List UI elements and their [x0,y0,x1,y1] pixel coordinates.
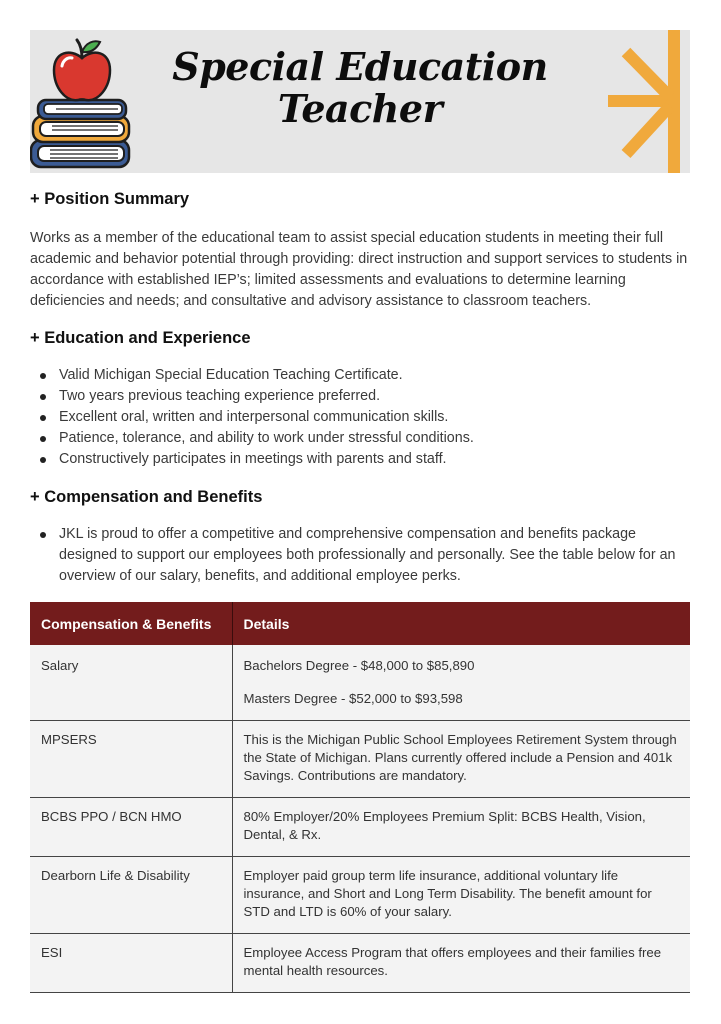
row-details: Employer paid group term life insurance, additional voluntary life insurance, and Short and Long Term Disability. The benefit amount for STD and LTD is 60% of your salary. [232,857,690,934]
row-label: MPSERS [30,721,232,798]
table-row [30,857,690,934]
education-list [38,365,474,470]
row-details: Employee Access Program that offers employees and their families free mental health resources. [232,934,690,993]
page-title [150,46,570,130]
table-row [30,934,690,993]
education-heading: + Education and Experience [30,329,251,347]
compensation-text: JKL is proud to offer a competitive and comprehensive compensation and benefits package designed to support our employees both professionally and personally. See the table below for an overview of our salary, benefits, and additional employee perks. [38,524,678,587]
row-label: BCBS PPO / BCN HMO [30,798,232,857]
benefits-table [30,602,690,993]
row-label: Dearborn Life & Disability [30,857,232,934]
list-item: Valid Michigan Special Education Teaching Certificate. [38,365,474,386]
list-item: Two years previous teaching experience preferred. [38,386,474,407]
salary-masters: Masters Degree - $52,000 to $93,598 [243,691,463,706]
row-details: This is the Michigan Public School Employees Retirement System through the State of Michigan. Plans currently offered include a Pension and 401k Savings. Contributions are mandatory. [232,721,690,798]
compensation-heading: + Compensation and Benefits [30,488,263,506]
column-header-details: Details [232,602,690,645]
list-item: Patience, tolerance, and ability to work under stressful conditions. [38,428,474,449]
row-details: 80% Employer/20% Employees Premium Split: BCBS Health, Vision, Dental, & Rx. [232,798,690,857]
list-item: Constructively participates in meetings with parents and staff. [38,449,474,470]
position-summary-text: Works as a member of the educational team to assist special education students in meeting their full academic and behavior potential through providing: direct instruction and support services to students in accordance with established IEP’s; limited assessments and evaluations to determine learning deficiencies and needs; and consultative and advisory assistance to classroom teachers. [30,230,688,309]
table-row [30,645,690,721]
row-details [232,645,690,721]
table-row [30,798,690,857]
row-label: ESI [30,934,232,993]
apple-books-icon [30,36,134,170]
list-item: Excellent oral, written and interpersonal communication skills. [38,407,474,428]
page-title-line-1: Special Education [172,44,548,89]
column-header-compensation: Compensation & Benefits [30,602,232,645]
header-banner [30,30,690,173]
position-summary-heading: + Position Summary [30,190,190,208]
table-row [30,721,690,798]
burst-arrow-icon [608,30,690,173]
row-label: Salary [30,645,232,721]
page-title-line-2: Teacher [277,86,443,131]
salary-bachelors: Bachelors Degree - $48,000 to $85,890 [243,658,475,673]
table-header-row [30,602,690,645]
